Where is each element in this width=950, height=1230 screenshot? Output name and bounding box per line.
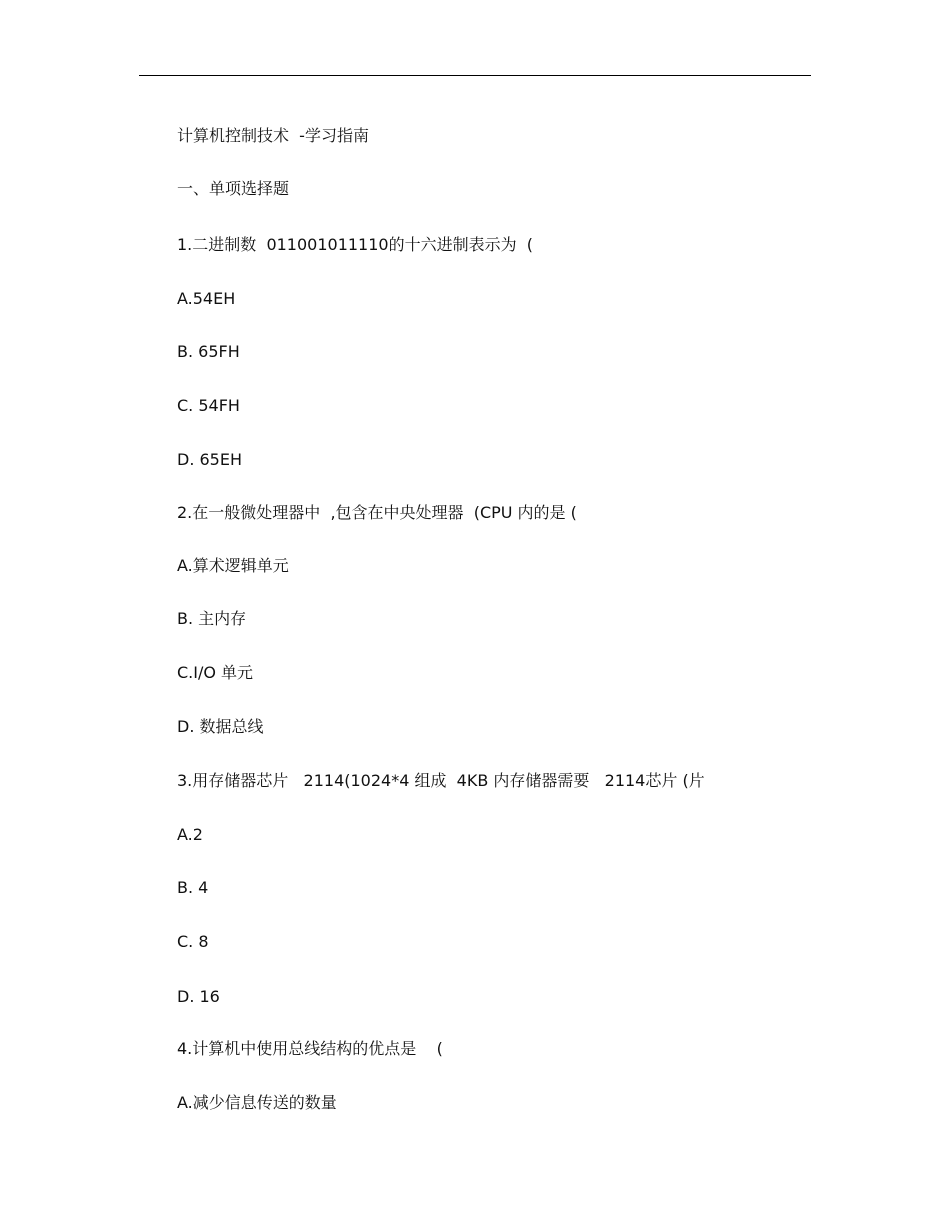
question-1-option-c: C. 54FH xyxy=(177,396,240,415)
question-4-option-a: A.减少信息传送的数量 xyxy=(177,1093,337,1112)
question-2-option-c: C.I/O 单元 xyxy=(177,663,254,682)
question-3-option-d: D. 16 xyxy=(177,987,220,1006)
question-3-stem: 3.用存储器芯片 2114(1024*4 组成 4KB 内存储器需要 2114芯片 (片 xyxy=(177,771,705,790)
question-2-stem: 2.在一般微处理器中 ,包含在中央处理器 (CPU 内的是 ( xyxy=(177,503,577,522)
question-1-option-d: D. 65EH xyxy=(177,450,242,469)
document-title: 计算机控制技术 -学习指南 xyxy=(177,126,369,145)
question-1-stem: 1.二进制数 011001011110的十六进制表示为 ( xyxy=(177,235,534,254)
question-3-option-c: C. 8 xyxy=(177,932,209,951)
question-2-option-b: B. 主内存 xyxy=(177,609,247,628)
question-1-option-b: B. 65FH xyxy=(177,342,240,361)
question-3-option-b: B. 4 xyxy=(177,878,209,897)
section-heading: 一、单项选择题 xyxy=(177,179,290,198)
question-4-stem: 4.计算机中使用总线结构的优点是 ( xyxy=(177,1039,443,1058)
question-3-option-a: A.2 xyxy=(177,825,203,844)
question-2-option-a: A.算术逻辑单元 xyxy=(177,556,289,575)
question-2-option-d: D. 数据总线 xyxy=(177,717,264,736)
question-1-option-a: A.54EH xyxy=(177,289,236,308)
header-rule xyxy=(139,75,811,76)
